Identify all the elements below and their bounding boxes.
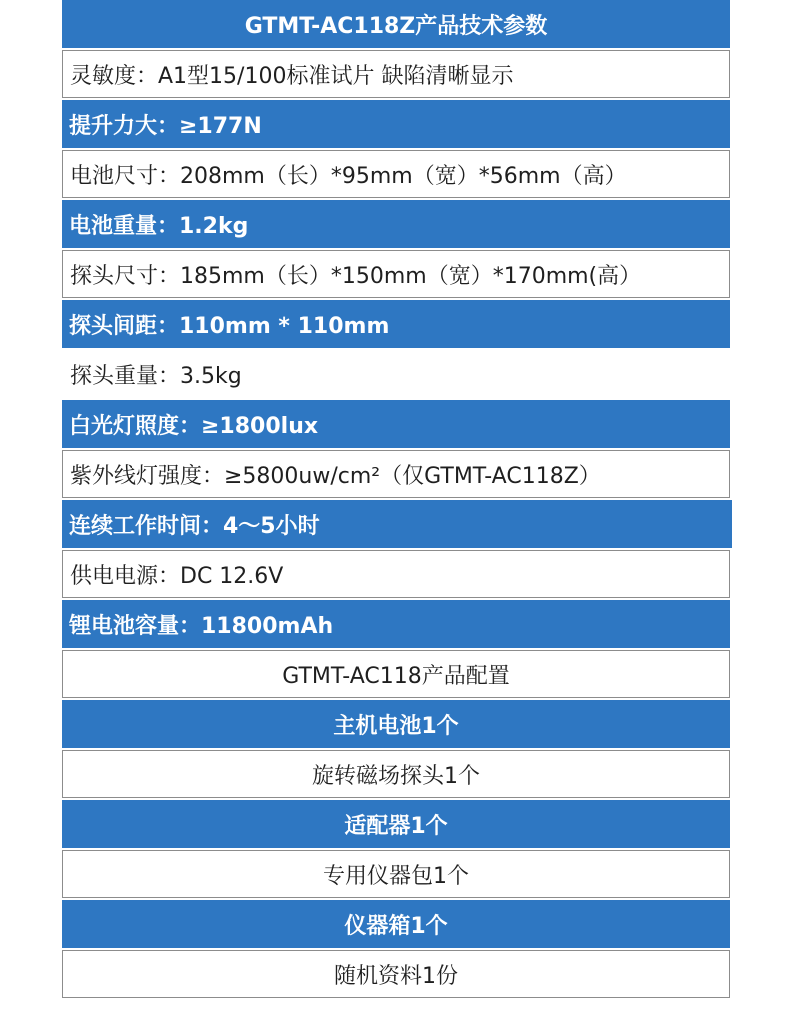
config-item: 主机电池1个: [62, 700, 730, 748]
spec-row-power-supply: 供电电源：DC 12.6V: [62, 550, 730, 598]
spec-row-white-light: 白光灯照度：≥1800lux: [62, 400, 730, 448]
config-item: 仪器箱1个: [62, 900, 730, 948]
config-title: GTMT-AC118产品配置: [62, 650, 730, 698]
spec-row-uv-intensity: 紫外线灯强度：≥5800uw/cm²（仅GTMT-AC118Z）: [62, 450, 730, 498]
config-item: 旋转磁场探头1个: [62, 750, 730, 798]
spec-row-lift-force: 提升力大：≥177N: [62, 100, 730, 148]
config-item: 随机资料1份: [62, 950, 730, 998]
spec-row-battery-size: 电池尺寸：208mm（长）*95mm（宽）*56mm（高）: [62, 150, 730, 198]
spec-row-sensitivity: 灵敏度：A1型15/100标准试片 缺陷清晰显示: [62, 50, 730, 98]
spec-row-battery-weight: 电池重量：1.2kg: [62, 200, 730, 248]
spec-title: GTMT-AC118Z产品技术参数: [62, 0, 730, 48]
config-item: 适配器1个: [62, 800, 730, 848]
spec-row-working-time: 连续工作时间：4～5小时: [62, 500, 732, 548]
spec-row-probe-weight: 探头重量：3.5kg: [62, 350, 730, 398]
spec-row-probe-spacing: 探头间距：110mm * 110mm: [62, 300, 730, 348]
spec-row-battery-capacity: 锂电池容量：11800mAh: [62, 600, 730, 648]
config-item: 专用仪器包1个: [62, 850, 730, 898]
spec-sheet: [62, 0, 730, 1000]
spec-row-probe-size: 探头尺寸：185mm（长）*150mm（宽）*170mm(高）: [62, 250, 730, 298]
